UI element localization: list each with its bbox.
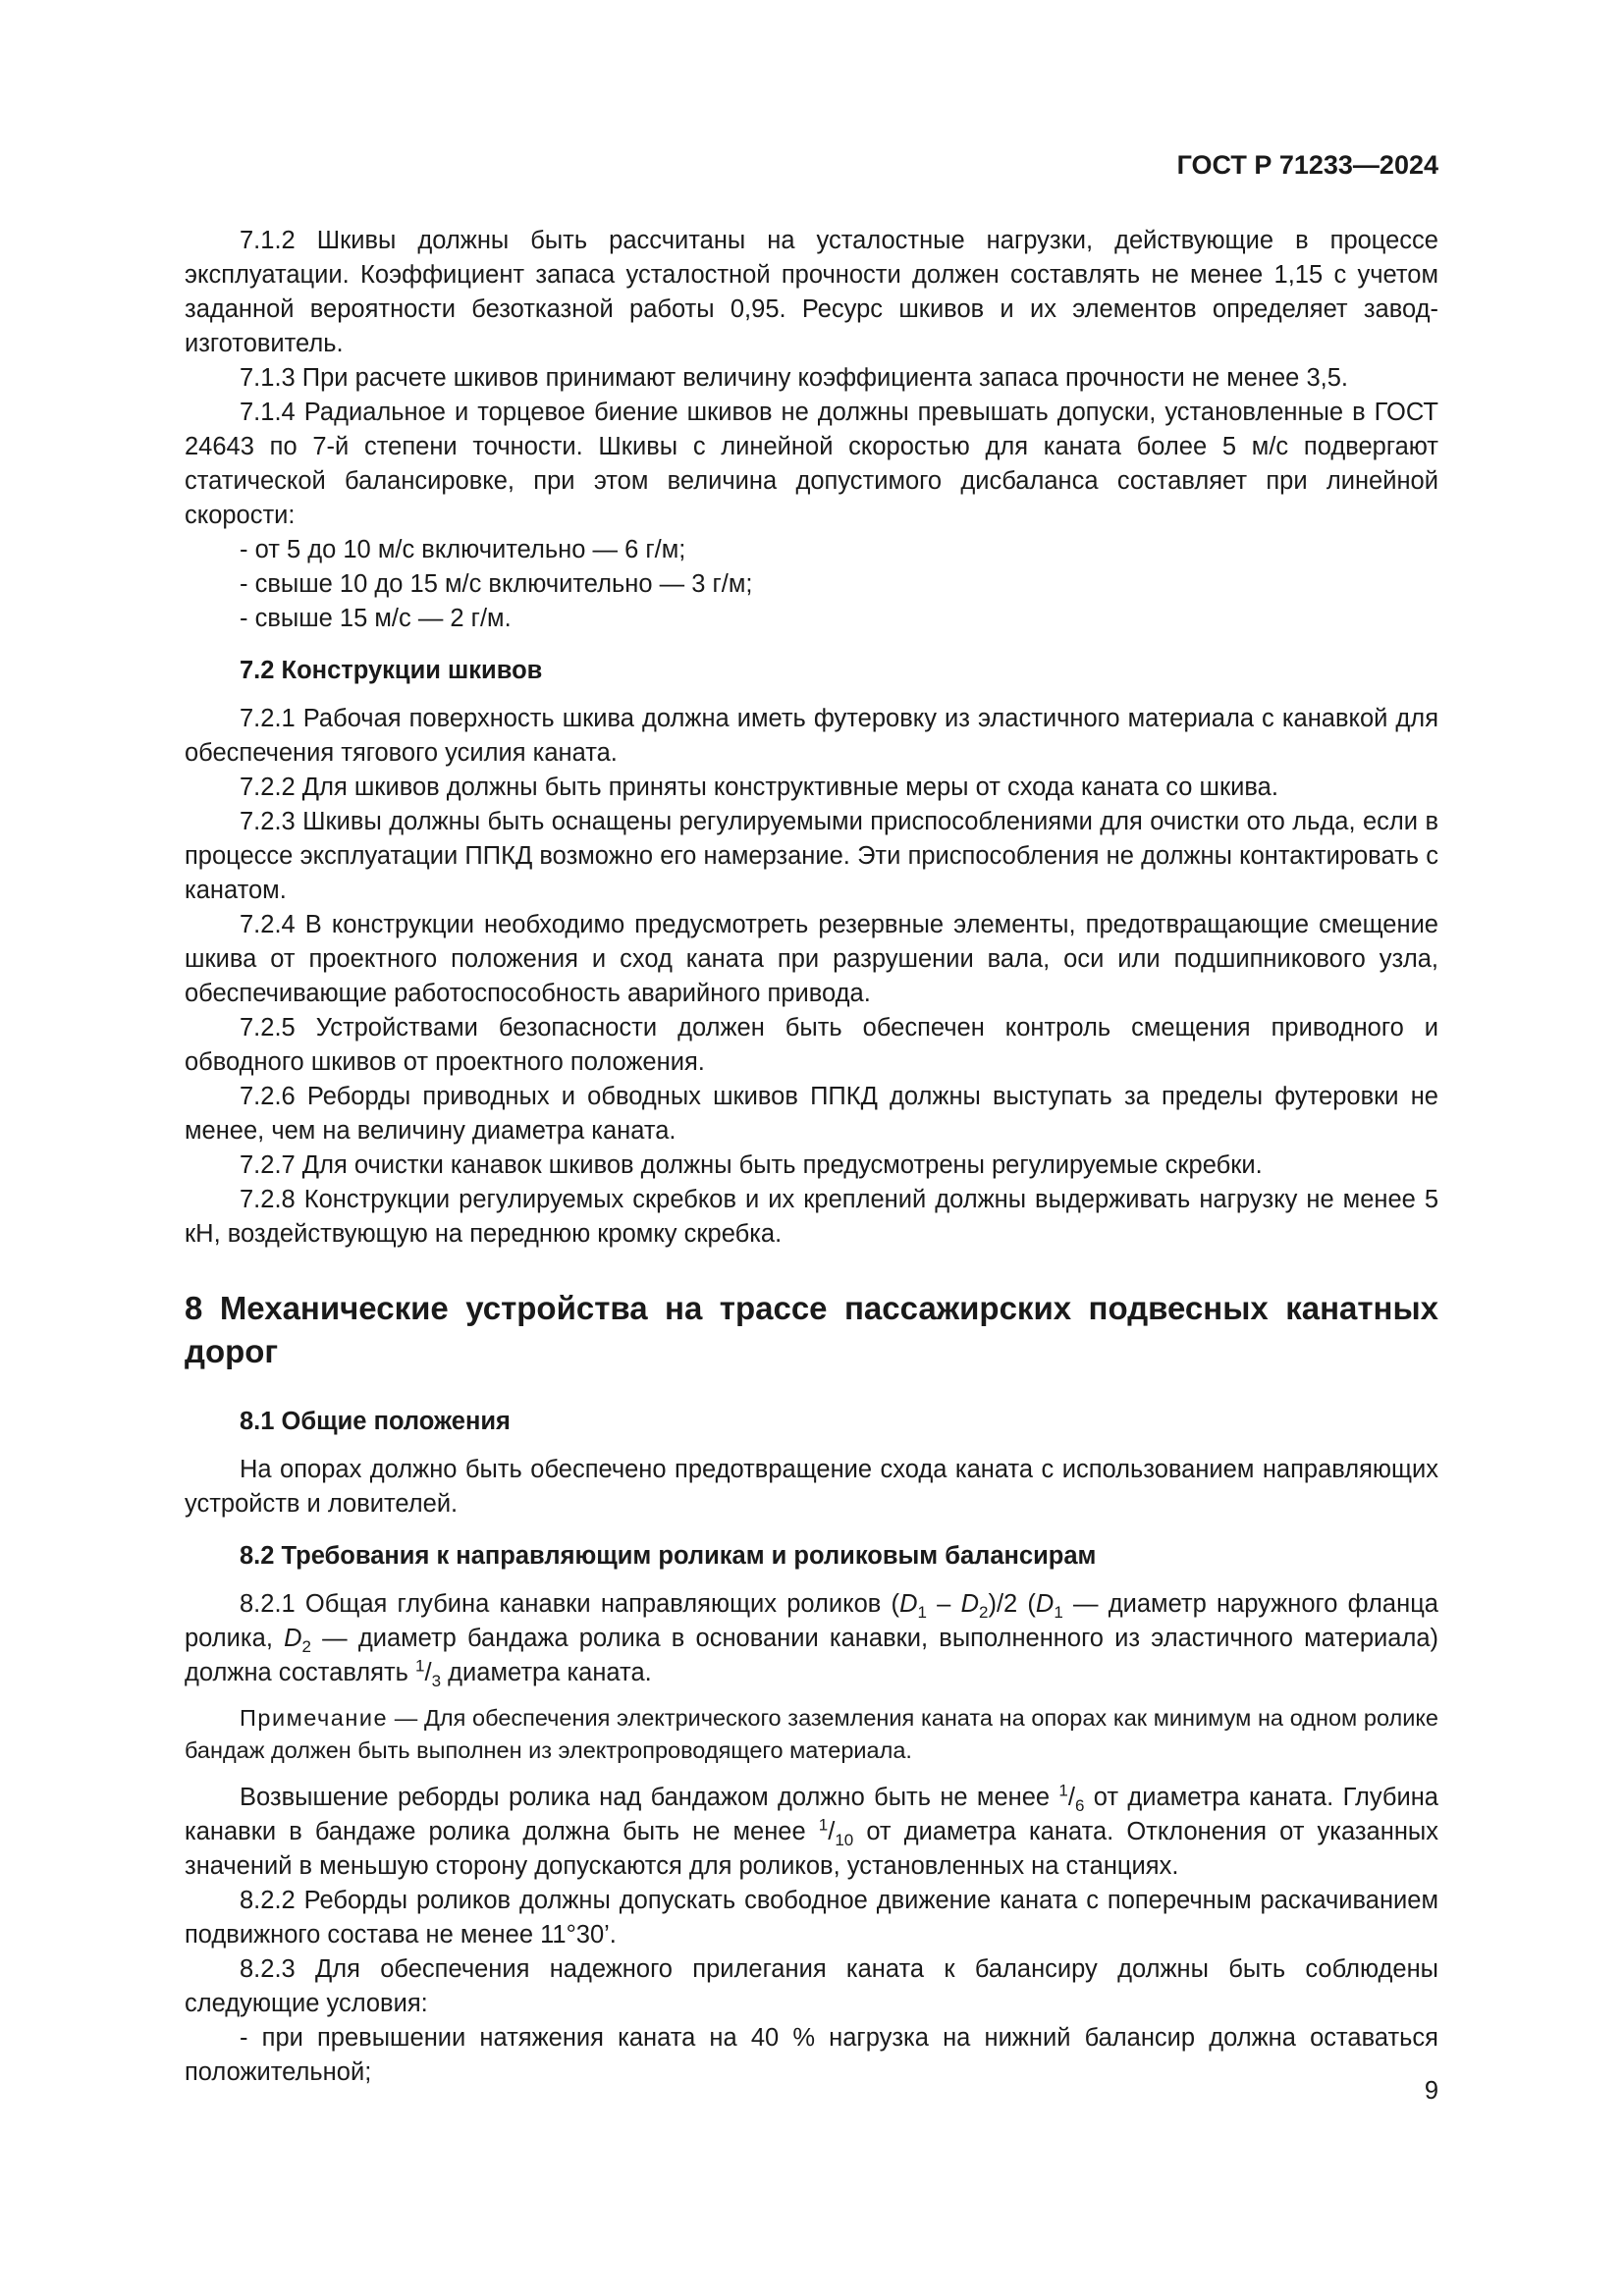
note-text: — Для обеспечения электрического заземления каната на опорах как минимум на одном ролике бандаж должен быть выполнен из электропроводящего материала.: [185, 1705, 1438, 1763]
paragraph-8-2-3: 8.2.3 Для обеспечения надежного прилегания каната к балансиру должны быть соблюдены следующие условия:: [185, 1955, 1438, 2017]
paragraph-7-2-1: 7.2.1 Рабочая поверхность шкива должна иметь футеровку из эластичного материала с канавкой для обеспечения тягового усилия каната.: [185, 705, 1438, 767]
paragraph-7-1-3: 7.1.3 При расчете шкивов принимают величину коэффициента запаса прочности не менее 3,5.: [240, 364, 1348, 392]
document-body: [185, 224, 1438, 2090]
section-heading-8-2: 8.2 Требования к направляющим роликам и роликовым балансирам: [240, 1542, 1097, 1570]
list-item: - свыше 10 до 15 м/с включительно — 3 г/м;: [240, 570, 753, 598]
list-item: - свыше 15 м/с — 2 г/м.: [240, 605, 512, 632]
page-number: 9: [1424, 2077, 1438, 2105]
paragraph-7-2-5: 7.2.5 Устройствами безопасности должен быть обеспечен контроль смещения приводного и обводного шкивов от проектного положения.: [185, 1014, 1438, 1076]
section-heading-8: 8 Механические устройства на трассе пассажирских подвесных канатных дорог: [185, 1290, 1438, 1369]
paragraph-8-1: На опорах должно быть обеспечено предотвращение схода каната с использованием направляющих устройств и ловителей.: [185, 1456, 1438, 1518]
paragraph-7-2-6: 7.2.6 Реборды приводных и обводных шкивов ППКД должны выступать за пределы футеровки не менее, чем на величину диаметра каната.: [185, 1083, 1438, 1145]
paragraph-7-1-2: 7.1.2 Шкивы должны быть рассчитаны на усталостные нагрузки, действующие в процессе эксплуатации. Коэффициент запаса усталостной прочности должен составлять не менее 1,15 с учетом заданной вероятности безотказной работы 0,95. Ресурс шкивов и их элементов определяет завод-изготовитель.: [185, 227, 1438, 357]
section-heading-8-1: 8.1 Общие положения: [240, 1408, 511, 1435]
list-item: - от 5 до 10 м/с включительно — 6 г/м;: [240, 536, 686, 563]
note: [185, 1702, 1438, 1767]
paragraph-8-2-1-continued: Возвышение реборды ролика над бандажом должно быть не менее $^1/_6$ от диаметра каната. Глубина канавки в бандаже ролика должна быть не менее $^1/_{10}$ от диаметра каната. Отклонения от указанных значений в меньшую сторону допускаются для роликов, установленных на станциях.: [185, 1781, 1438, 1880]
section-heading-7-2: 7.2 Конструкции шкивов: [240, 657, 543, 684]
paragraph-8-2-1: 8.2.1 Общая глубина канавки направляющих роликов $(D_1 - D_2)/2$ ($D_1$ — диаметр наружного фланца ролика, $D_2$ — диаметр бандажа ролика в основании канавки, выполненного из эластичного материала) должна составлять $^1/_3$ диаметра каната.: [185, 1590, 1438, 1691]
paragraph-7-2-4: 7.2.4 В конструкции необходимо предусмотреть резервные элементы, предотвращающие смещение шкива от проектного положения и сход каната при разрушении вала, оси или подшипникового узла, обеспечивающие работоспособность аварийного привода.: [185, 911, 1438, 1007]
paragraph-7-2-2: 7.2.2 Для шкивов должны быть приняты конструктивные меры от схода каната со шкива.: [240, 774, 1278, 801]
list-item: - при превышении натяжения каната на 40 % нагрузка на нижний балансир должна оставаться положительной;: [185, 2024, 1438, 2086]
document-header: ГОСТ Р 71233—2024: [1176, 150, 1438, 180]
paragraph-7-2-7: 7.2.7 Для очистки канавок шкивов должны быть предусмотрены регулируемые скребки.: [240, 1151, 1263, 1179]
paragraph-7-1-4: 7.1.4 Радиальное и торцевое биение шкивов не должны превышать допуски, установленные в ГОСТ 24643 по 7-й степени точности. Шкивы с линейной скоростью для каната более 5 м/с подвергают статической балансировке, при этом величина допустимого дисбаланса составляет при линейной скорости:: [185, 399, 1438, 529]
paragraph-7-2-3: 7.2.3 Шкивы должны быть оснащены регулируемыми приспособлениями для очистки ото льда, если в процессе эксплуатации ППКД возможно его намерзание. Эти приспособления не должны контактировать с канатом.: [185, 808, 1438, 904]
paragraph-7-2-8: 7.2.8 Конструкции регулируемых скребков и их креплений должны выдерживать нагрузку не менее 5 кН, воздействующую на переднюю кромку скребка.: [185, 1186, 1438, 1248]
note-label: Примечание: [240, 1705, 389, 1731]
paragraph-8-2-2: 8.2.2 Реборды роликов должны допускать свободное движение каната с поперечным раскачиванием подвижного состава не менее 11°30’.: [185, 1887, 1438, 1949]
